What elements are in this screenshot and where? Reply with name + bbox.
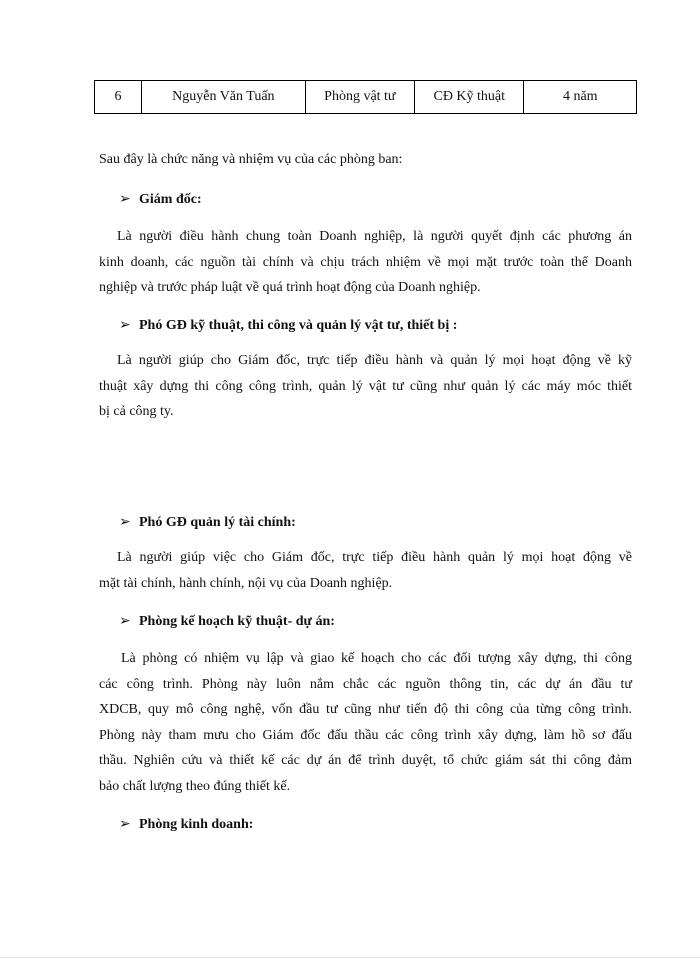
heading-text: Giám đốc:	[139, 192, 202, 207]
paragraph-line: các công trình. Phòng này luôn nắm chắc các nguồn thông tin, các dự án đầu tư	[99, 676, 632, 692]
paragraph-line: XDCB, quy mô công nghệ, vốn đầu tư cũng như tiến độ thi công của từng công trình.	[99, 702, 632, 717]
paragraph-line: Là người điều hành chung toàn Doanh nghiệp, là người quyết định các phương án	[117, 229, 632, 244]
heading-text: Phó GĐ quản lý tài chính:	[139, 515, 296, 530]
paragraph-line: thuật xây dựng thi công công trình, quản lý vật tư cũng như quản lý các máy móc thiết	[99, 378, 632, 394]
arrow-bullet-icon: ➢	[119, 817, 131, 832]
cell-experience: 4 năm	[524, 81, 637, 114]
cell-qualification: CĐ Kỹ thuật	[415, 81, 524, 114]
section-paragraph-finance-deputy	[99, 545, 632, 596]
paragraph-line: Là phòng có nhiệm vụ lập và giao kế hoạch cho các đối tượng xây dựng, thi công	[121, 651, 632, 666]
section-paragraph-director	[99, 224, 632, 301]
paragraph-line: mặt tài chính, hành chính, nội vụ của Doanh nghiệp.	[99, 575, 393, 591]
arrow-bullet-icon: ➢	[119, 318, 131, 333]
section-heading-technical-deputy	[119, 317, 457, 334]
cell-index: 6	[95, 81, 142, 114]
paragraph-line: bị cả công ty.	[99, 404, 174, 419]
staff-table	[94, 80, 637, 114]
section-paragraph-technical-deputy	[99, 348, 632, 425]
paragraph-line: Là người giúp cho Giám đốc, trực tiếp điều hành và quản lý mọi hoạt động về kỹ	[117, 353, 632, 368]
paragraph-line: thầu. Nghiên cứu và thiết kế các dự án để trình duyệt, tổ chức giám sát thi công đảm	[99, 753, 632, 768]
section-heading-sales-dept	[119, 816, 253, 833]
page-bottom-divider	[0, 957, 700, 958]
intro-text: Sau đây là chức năng và nhiệm vụ của các phòng ban:	[99, 152, 403, 167]
heading-text: Phòng kế hoạch kỹ thuật- dự án:	[139, 614, 335, 629]
paragraph-line: kinh doanh, các nguồn tài chính và chịu trách nhiệm về mọi mặt trước toàn thể Doanh	[99, 254, 632, 270]
section-heading-finance-deputy	[119, 514, 296, 531]
cell-name: Nguyễn Văn Tuấn	[142, 81, 306, 114]
cell-department: Phòng vật tư	[305, 81, 414, 114]
paragraph-line: Phòng này tham mưu cho Giám đốc đấu thầu các công trình xây dựng, làm hồ sơ đấu	[99, 727, 632, 743]
heading-text: Phòng kinh doanh:	[139, 817, 254, 832]
arrow-bullet-icon: ➢	[119, 614, 131, 629]
arrow-bullet-icon: ➢	[119, 192, 131, 207]
paragraph-line: nghiệp và trước pháp luật về quá trình hoạt động của Doanh nghiệp.	[99, 280, 481, 295]
arrow-bullet-icon: ➢	[119, 515, 131, 530]
section-heading-director	[119, 191, 202, 208]
heading-text: Phó GĐ kỹ thuật, thi công và quản lý vật tư, thiết bị :	[139, 318, 458, 333]
paragraph-line: Là người giúp việc cho Giám đốc, trực tiếp điều hành quản lý mọi hoạt động về	[117, 550, 632, 565]
section-heading-planning-dept	[119, 613, 335, 630]
table-row	[95, 81, 637, 114]
paragraph-line: bảo chất lượng theo đúng thiết kế.	[99, 778, 291, 794]
section-paragraph-planning-dept	[99, 646, 632, 799]
